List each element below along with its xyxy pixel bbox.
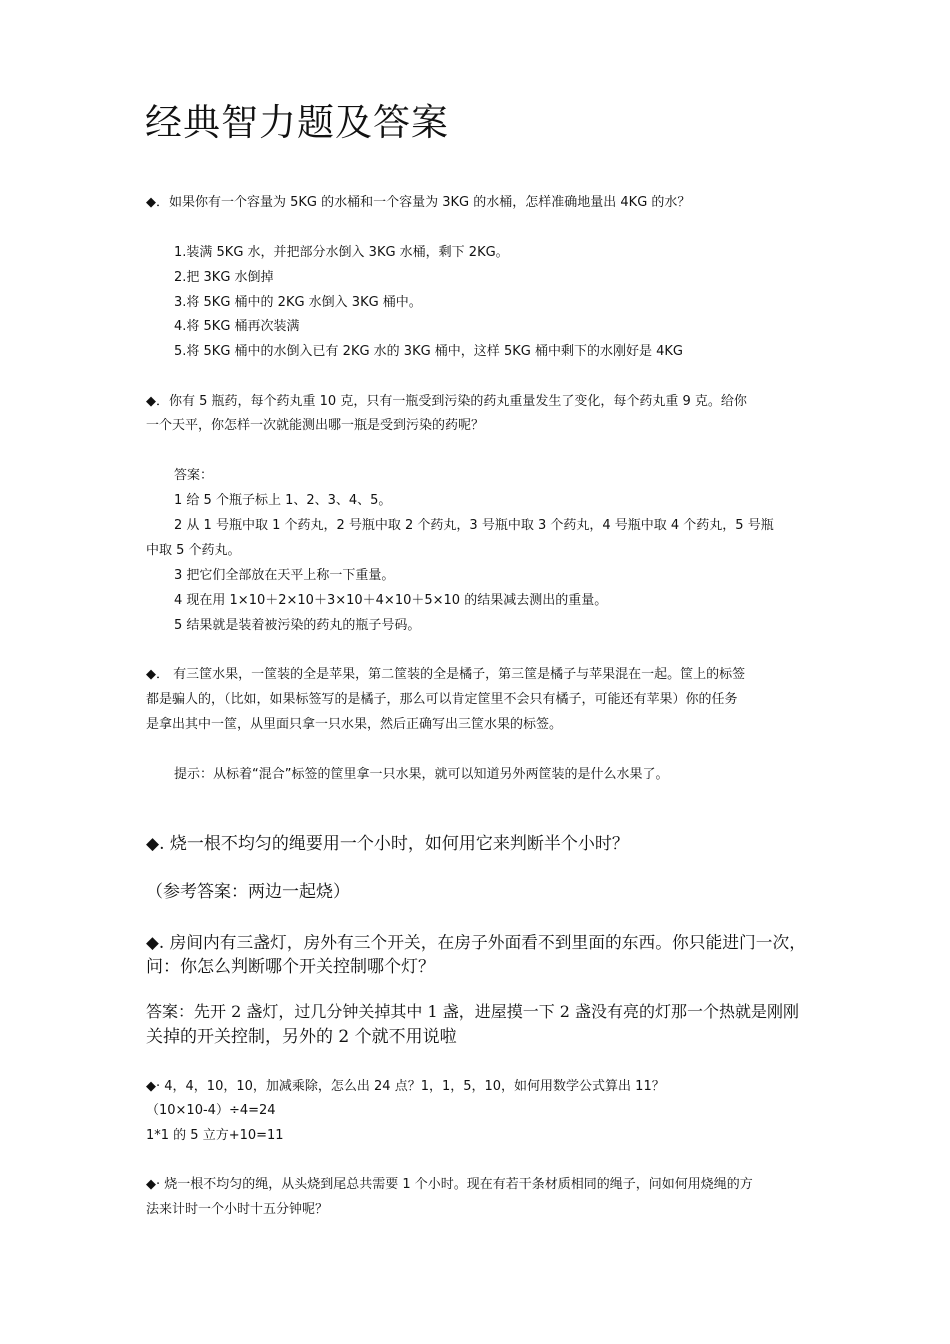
- question-5-line-1: ◆. 房间内有三盏灯，房外有三个开关，在房子外面看不到里面的东西。你只能进门一次，: [146, 932, 807, 952]
- q1-step-2: 2.把 3KG 水倒掉: [174, 270, 274, 285]
- question-3-line-3: 是拿出其中一筐，从里面只拿一只水果，然后正确写出三筐水果的标签。: [146, 717, 563, 732]
- question-6: ◆· 4，4，10，10，加减乘除，怎么出 24 点？1，1，5，10，如何用数学公式算出 11？: [146, 1079, 665, 1094]
- q3-hint: 提示：从标着“混合”标签的筐里拿一只水果，就可以知道另外两筐装的是什么水果了。: [174, 767, 669, 782]
- question-7-line-2: 法来计时一个小时十五分钟呢？: [146, 1202, 329, 1217]
- q6-answer-1: （10×10-4）÷4=24: [146, 1103, 276, 1118]
- q1-step-5: 5.将 5KG 桶中的水倒入已有 2KG 水的 3KG 桶中，这样 5KG 桶中剩下的水刚好是 4KG: [174, 344, 683, 359]
- q6-answer-2: 1*1 的 5 立方+10=11: [146, 1128, 284, 1143]
- question-7-line-1: ◆· 烧一根不均匀的绳，从头烧到尾总共需要 1 个小时。现在有若干条材质相同的绳子，问如何用烧绳的方: [146, 1177, 753, 1192]
- q2-answer-step-1: 1 给 5 个瓶子标上 1、2、3、4、5。: [174, 493, 392, 508]
- q2-answer-step-2-line-2: 中取 5 个药丸。: [146, 543, 241, 558]
- q1-step-3: 3.将 5KG 桶中的 2KG 水倒入 3KG 桶中。: [174, 295, 422, 310]
- question-3-line-2: 都是骗人的，（比如，如果标签写的是橘子，那么可以肯定筐里不会只有橘子，可能还有苹果）你的任务: [146, 692, 738, 707]
- page-title: 经典智力题及答案: [145, 101, 449, 144]
- question-3-line-1: ◆． 有三筐水果，一筐装的全是苹果，第二筐装的全是橘子，第三筐是橘子与苹果混在一起。筐上的标签: [146, 667, 746, 682]
- q2-answer-step-5: 5 结果就是装着被污染的药丸的瓶子号码。: [174, 618, 421, 633]
- question-4: ◆. 烧一根不均匀的绳要用一个小时，如何用它来判断半个小时？: [146, 834, 629, 854]
- q1-step-1: 1.装满 5KG 水，并把部分水倒入 3KG 水桶，剩下 2KG。: [174, 245, 509, 260]
- question-5-line-2: 问：你怎么判断哪个开关控制哪个灯？: [146, 957, 435, 977]
- q2-answer-step-3: 3 把它们全部放在天平上称一下重量。: [174, 568, 395, 583]
- q1-step-4: 4.将 5KG 桶再次装满: [174, 319, 300, 334]
- question-2-line-1: ◆．你有 5 瓶药，每个药丸重 10 克，只有一瓶受到污染的药丸重量发生了变化，每个药丸重 9 克。给你: [146, 394, 747, 409]
- question-2-line-2: 一个天平，你怎样一次就能测出哪一瓶是受到污染的药呢？: [146, 418, 485, 433]
- q4-answer: （参考答案：两边一起烧）: [146, 882, 350, 902]
- q2-answer-step-2-line-1: 2 从 1 号瓶中取 1 个药丸，2 号瓶中取 2 个药丸，3 号瓶中取 3 个药丸，4 号瓶中取 4 个药丸，5 号瓶: [174, 518, 774, 533]
- q2-answer-step-4: 4 现在用 1×10＋2×10＋3×10＋4×10＋5×10 的结果减去测出的重量。: [174, 593, 608, 608]
- question-1: ◆．如果你有一个容量为 5KG 的水桶和一个容量为 3KG 的水桶，怎样准确地量出 4KG 的水？: [146, 195, 691, 210]
- q5-answer-line-1: 答案：先开 2 盏灯，过几分钟关掉其中 1 盏，进屋摸一下 2 盏没有亮的灯那一个热就是刚刚: [146, 1002, 800, 1021]
- q5-answer-line-2: 关掉的开关控制，另外的 2 个就不用说啦: [146, 1027, 457, 1047]
- q2-answer-label: 答案：: [174, 468, 214, 483]
